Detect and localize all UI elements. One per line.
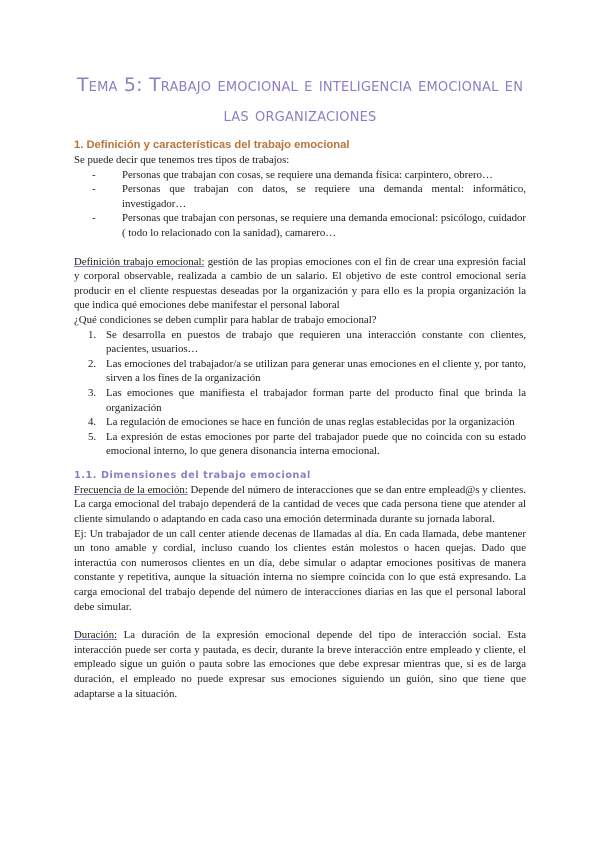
- conditions-question: ¿Qué condiciones se deben cumplir para hablar de trabajo emocional?: [74, 313, 377, 326]
- definition-text: gestión de las propias emociones con el fin de crear una expresión facial y corporal observable, realizada a cambio de un salario. El objetivo de este control emocional sería producir en el cliente respuestas deseadas por la organización y para ello es la propia organización la que indica qué emociones debe manifestar el personal laboral: [74, 255, 527, 312]
- list-item: 1. Se desarrolla en puestos de trabajo que requieren una interacción constante con clientes, pacientes, usuarios…: [88, 328, 526, 356]
- section-heading-1-1: 1.1. Dimensiones del trabajo emocional: [74, 469, 311, 481]
- list-item: 2. Las emociones del trabajador/a se utilizan para generar unas emociones en el cliente y, por tanto, sirven a los fines de la organización: [88, 357, 526, 385]
- conditions-list: [74, 328, 526, 459]
- job-types-list: [74, 168, 526, 241]
- document-page: [74, 70, 526, 701]
- duration-term: Duración:: [74, 629, 118, 642]
- list-item: - Personas que trabajan con datos, se requiere una demanda mental: informático, investigador…: [74, 182, 526, 211]
- list-item: - Personas que trabajan con cosas, se requiere una demanda física: carpintero, obrero…: [74, 168, 526, 183]
- example-label: Ej:: [74, 527, 87, 540]
- page-title: Tema 5: Trabajo emocional e inteligencia emocional en las organizaciones: [76, 74, 524, 126]
- frequency-term: Frecuencia de la emoción:: [74, 483, 188, 496]
- definition-paragraph: [74, 255, 526, 313]
- section-heading-1: 1. Definición y características del trabajo emocional: [74, 139, 350, 151]
- list-item: - Personas que trabajan con personas, se requiere una demanda emocional: psicólogo, cuidador ( todo lo relacionado con la sanidad), camarero…: [74, 211, 526, 240]
- list-item: 5. La expresión de estas emociones por parte del trabajador puede que no coincida con su estado emocional interno, lo que genera disonancia interna emocional.: [88, 430, 526, 458]
- definition-term: Definición trabajo emocional:: [74, 255, 205, 268]
- list-item: 4. La regulación de emociones se hace en función de unas reglas establecidas por la organización: [88, 416, 515, 429]
- example-paragraph: Ej: Un trabajador de un call center atiende decenas de llamadas al día. En cada llamada, debe mantener un tono amable y cordial, incluso cuando los clientes están molestos o hacen quejas. Dado que interactúa con numerosos clientes en un día, debe simular o adaptar emociones positivas de manera constante y repetitiva, aunque la situación interna no siempre coincida con lo que está expresando. La carga emocional del trabajo depende del número de interacciones diarias en las que el personal laboral debe simular.: [74, 527, 526, 613]
- frequency-paragraph: Frecuencia de la emoción: Depende del número de interacciones que se dan entre emplead@s y clientes. La carga emocional del trabajo dependerá de la cantidad de veces que cada persona tiene que atender al cliente simulando o adaptando en cada caso una emoción determinada durante su jornada laboral.: [74, 483, 526, 526]
- section-intro: Se puede decir que tenemos tres tipos de trabajos:: [74, 154, 290, 166]
- duration-paragraph: Duración: La duración de la expresión emocional depende del tipo de interacción social. Esta interacción puede ser corta y pautada, es decir, durante la breve interacción entre empleado y cliente, el empleado sigue un guión o pauta sobre las emociones que debe expresar mientras que, si es de larga duración, el empleado no puede expresar sus emociones siguiendo un guión, sino que tiene que adaptarse a la situación.: [74, 629, 526, 700]
- list-item: 3. Las emociones que manifiesta el trabajador forman parte del producto final que brinda la organización: [88, 386, 526, 414]
